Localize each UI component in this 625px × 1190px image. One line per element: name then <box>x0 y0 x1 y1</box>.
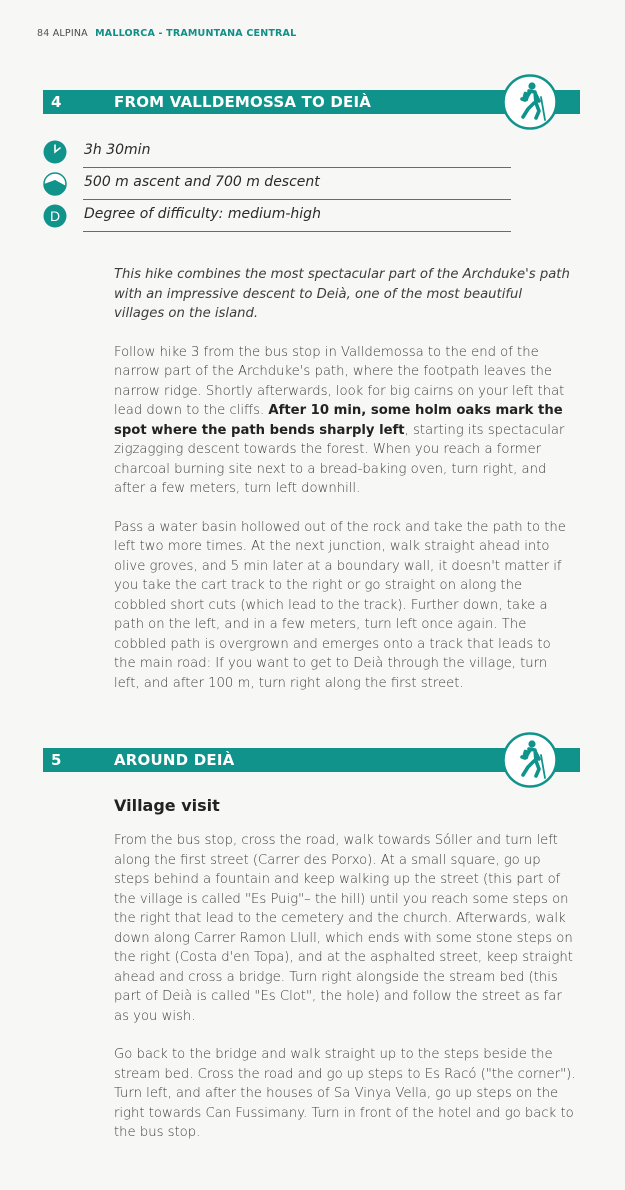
hike-4-header <box>43 90 580 114</box>
elevation-text: 500 m ascent and 700 m descent <box>84 174 320 190</box>
difficulty-row <box>43 204 511 232</box>
hike-4-p1-text-a: Follow hike 3 from the bus stop in Valldemossa to the end of the narrow part of the Archduke's path, where the footpath leaves the narrow ridge. Shortly afterwards, look for big cairns on your left that lead down to the cliffs. <box>114 344 565 418</box>
hike-5-paragraph-1: From the bus stop, cross the road, walk towards Sóller and turn left along the first street (Carrer des Porxo). At a small square, go up steps behind a fountain and keep walking up the street (this part of the village is called "Es Puig"– the hill) until you reach some steps on the right that lead to the cemetery and the church. Afterwards, walk down along Carrer Ramon Llull, which ends with some stone steps on the right (Costa d'en Topa), and at the asphalted street, keep straight ahead and cross a bridge. Turn right alongside the stream bed (this part of Deià is called "Es Clot", the hole) and follow the street as far as you wish. <box>114 833 573 1024</box>
hike-4-number: 4 <box>51 93 62 111</box>
hike-4-p1-bold: After 10 min, some holm oaks mark the spot where the path bends sharply left <box>114 403 563 438</box>
hike-4-p1-text-b: , starting its spectacular zigzagging descent towards the forest. When you reach a former charcoal burning site next to a bread-baking oven, turn right, and after a few meters, turn left downhill. <box>114 422 565 496</box>
hike-5-body <box>114 831 576 1143</box>
hike-4-paragraph-1 <box>114 343 576 499</box>
clock-icon <box>43 140 67 164</box>
duration-divider <box>83 167 511 168</box>
region-label: MALLORCA - TRAMUNTANA CENTRAL <box>95 28 297 39</box>
difficulty-letter: D <box>49 208 61 224</box>
elevation-row <box>43 172 511 200</box>
hiker-icon <box>501 731 559 789</box>
hike-5-header <box>43 748 580 772</box>
ascent-descent-icon <box>43 172 67 196</box>
hike-4-paragraph-2: Pass a water basin hollowed out of the rock and take the path to the left two more times. At the next junction, walk straight ahead into olive groves, and 5 min later at a boundary wall, it doesn't matter if you take the cart track to the right or go straight on along the cobbled short cuts (which lead to the track). Further down, take a path on the left, and in a few meters, turn left once again. The cobbled path is overgrown and emerges onto a track that leads to the main road: If you want to get to Deià through the village, turn left, and after 100 m, turn right along the first street. <box>114 519 566 691</box>
hike-4-title: FROM VALLDEMOSSA TO DEIÀ <box>114 93 372 111</box>
hike-5-number: 5 <box>51 751 62 769</box>
hike-4-body <box>114 265 576 693</box>
difficulty-icon <box>43 204 67 228</box>
running-head <box>37 28 296 39</box>
duration-text: 3h 30min <box>84 142 151 158</box>
page-number: 84 <box>37 28 50 39</box>
difficulty-divider <box>83 231 511 232</box>
difficulty-text: Degree of difficulty: medium-high <box>84 206 321 222</box>
hike-5-subtitle: Village visit <box>114 796 220 815</box>
hike-5-title: AROUND DEIÀ <box>114 751 235 769</box>
hike-5-paragraph-2: Go back to the bridge and walk straight up to the steps beside the stream bed. Cross the road and go up steps to Es Racó ("the corner"). Turn left, and after the houses of Sa Vinya Vella, go up steps on the right towards Can Fussimany. Turn in front of the hotel and go back to the bus stop. <box>114 1047 576 1140</box>
hiker-icon <box>501 73 559 131</box>
elevation-divider <box>83 199 511 200</box>
hike-4-intro: This hike combines the most spectacular part of the Archduke's path with an impressive descent to Deià, one of the most beautiful villages on the island. <box>114 267 570 321</box>
duration-row <box>43 140 511 168</box>
brand-label: ALPINA <box>52 28 88 39</box>
